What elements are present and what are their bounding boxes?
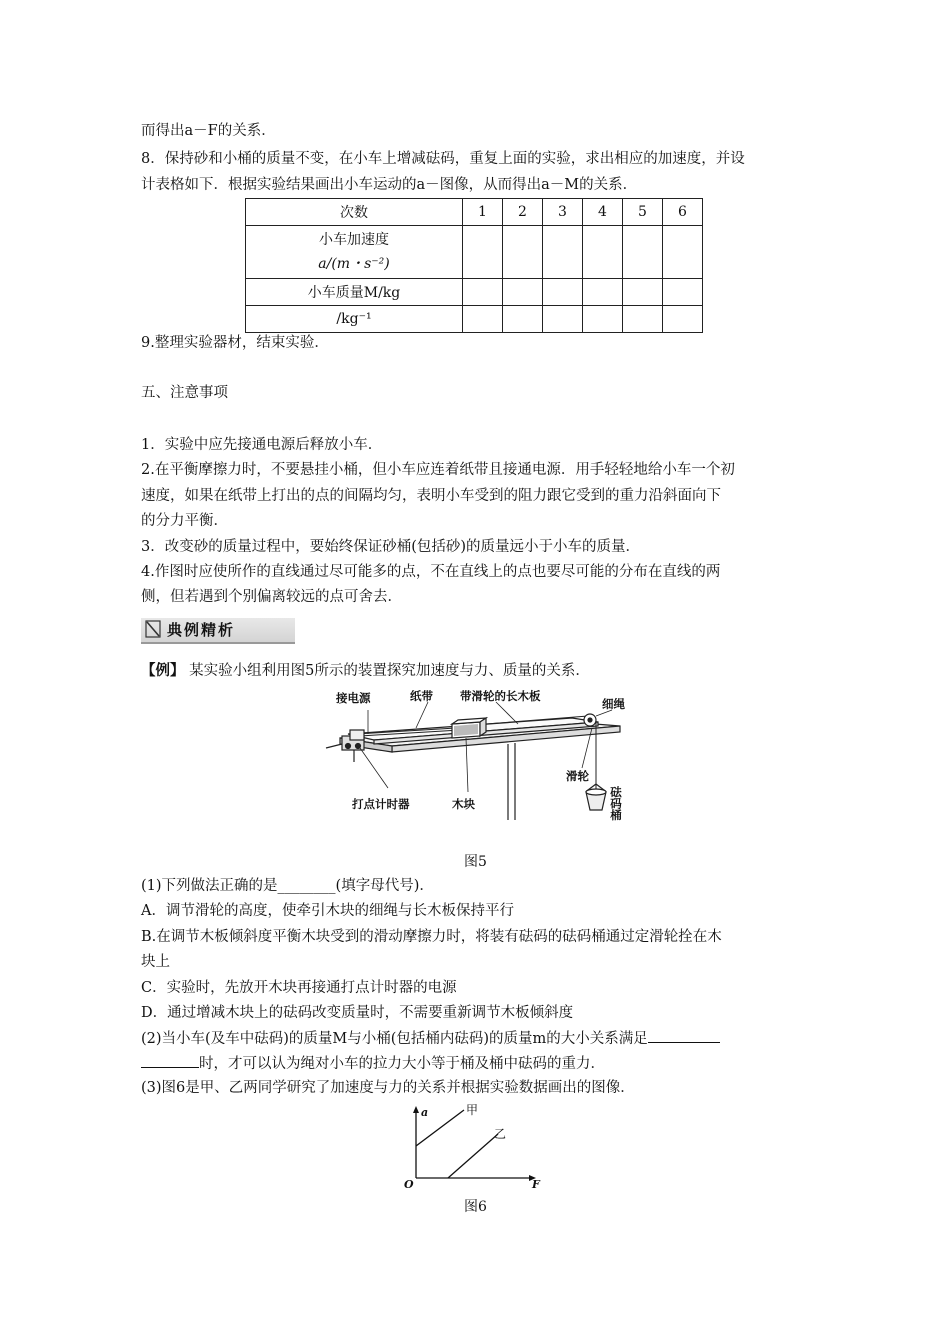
question-2 (141, 1028, 720, 1049)
line-yi (448, 1134, 498, 1178)
table-header-cell: 3 (543, 199, 583, 226)
example-intro (141, 661, 590, 681)
table-header-cell: 4 (583, 199, 623, 226)
table-cell (503, 226, 543, 279)
text-line: 侧，但若遇到个别偏离较远的点可舍去． (141, 589, 402, 605)
option-b-cont: 块上 (141, 954, 170, 970)
table-cell (463, 279, 503, 306)
section-banner (141, 618, 295, 644)
table-row-label (246, 226, 463, 279)
diagonal-slash-icon (145, 620, 161, 638)
table-cell (583, 279, 623, 306)
accel-label-1: 小车加速度 (319, 232, 389, 248)
label-tape: 纸带 (410, 689, 433, 703)
text-line: 4.作图时应使所作的直线通过尽可能多的点，不在直线上的点也要尽可能的分布在直线的两 (141, 564, 721, 580)
table-row (246, 199, 703, 226)
table-cell (543, 306, 583, 333)
table-cell (463, 226, 503, 279)
question-3: (3)图6是甲、乙两同学研究了加速度与力的关系并根据实验数据画出的图像． (141, 1080, 635, 1096)
figure-caption: 图6 (464, 1199, 487, 1215)
table-row (246, 279, 703, 306)
example-tag: 【例】 (141, 662, 185, 679)
table-cell (623, 226, 663, 279)
option-c: C．实验时，先放开木块再接通打点计时器的电源 (141, 980, 457, 996)
table-cell (663, 306, 703, 333)
table-row-label: 小车质量M/kg (246, 279, 463, 306)
option-a: A．调节滑轮的高度，使牵引木块的细绳与长木板保持平行 (141, 903, 514, 919)
data-table (245, 198, 703, 333)
text-line: 而得出a－F的关系． (141, 123, 276, 139)
label-jia: 甲 (466, 1103, 479, 1117)
table-row-label: /kg⁻¹ (246, 306, 463, 333)
question-2-text-cont: 时，才可以认为绳对小车的拉力大小等于桶及桶中砝码的重力． (199, 1056, 605, 1072)
text-line: 计表格如下．根据实验结果画出小车运动的a－图像，从而得出a－M的关系． (141, 177, 638, 193)
label-bucket: 砝码桶 (609, 786, 623, 821)
text-line: 9.整理实验器材，结束实验． (141, 335, 329, 351)
label-yi: 乙 (494, 1127, 507, 1141)
table-cell (503, 306, 543, 333)
table-header-cell: 次数 (246, 199, 463, 226)
text-line: 的分力平衡． (141, 513, 228, 529)
table-cell (663, 279, 703, 306)
accel-label-2: a/(m・s⁻²) (318, 256, 390, 272)
text-line: 3．改变砂的质量过程中，要始终保证砂桶(包括砂)的质量远小于小车的质量． (141, 539, 641, 555)
label-timer: 打点计时器 (352, 797, 410, 811)
table-cell (543, 226, 583, 279)
table-cell (463, 306, 503, 333)
figure-caption: 图5 (464, 854, 487, 870)
question-2-cont (141, 1053, 605, 1074)
label-board: 带滑轮的长木板 (460, 689, 541, 703)
answer-blank[interactable] (141, 1053, 199, 1068)
option-d: D．通过增减木块上的砝码改变质量时，不需要重新调节木板倾斜度 (141, 1005, 574, 1021)
table-header-cell: 5 (623, 199, 663, 226)
table-header-cell: 1 (463, 199, 503, 226)
section-heading: 五、注意事项 (141, 385, 228, 401)
table-cell (663, 226, 703, 279)
answer-blank[interactable] (648, 1028, 720, 1043)
option-b: B.在调节木板倾斜度平衡木块受到的滑动摩擦力时，将装有砝码的砝码桶通过定滑轮拴在木 (141, 929, 722, 945)
origin-label: O (404, 1178, 414, 1190)
text-line: 8．保持砂和小桶的质量不变，在小车上增减砝码，重复上面的实验，求出相应的加速度，并设 (141, 151, 745, 167)
table-cell (583, 226, 623, 279)
example-intro-text: 某实验小组利用图5所示的装置探究加速度与力、质量的关系． (189, 663, 590, 679)
label-power: 接电源 (336, 691, 371, 705)
label-rope: 细绳 (602, 697, 625, 711)
text-line: 速度，如果在纸带上打出的点的间隔均匀，表明小车受到的阻力跟它受到的重力沿斜面向下 (141, 488, 721, 504)
apparatus-diagram (320, 688, 640, 840)
table-row (246, 306, 703, 333)
table-row (246, 226, 703, 279)
a-f-graph (400, 1100, 550, 1190)
axis-x-label: F (532, 1178, 540, 1190)
question-1: (1)下列做法正确的是________(填字母代号)． (141, 878, 434, 894)
label-pulley: 滑轮 (566, 769, 589, 783)
table-cell (583, 306, 623, 333)
table-cell (543, 279, 583, 306)
section-title: 典例精析 (167, 621, 236, 639)
table-header-cell: 6 (663, 199, 703, 226)
question-2-text: (2)当小车(及车中砝码)的质量M与小桶(包括桶内砝码)的质量m的大小关系满足 (141, 1031, 648, 1047)
table-cell (503, 279, 543, 306)
axis-y-label: a (421, 1106, 429, 1119)
table-header-cell: 2 (503, 199, 543, 226)
text-line: 2.在平衡摩擦力时，不要悬挂小桶，但小车应连着纸带且接通电源．用手轻轻地给小车一个初 (141, 462, 735, 478)
table-cell (623, 279, 663, 306)
text-line: 1．实验中应先接通电源后释放小车． (141, 437, 383, 453)
label-block: 木块 (452, 797, 475, 811)
table-cell (623, 306, 663, 333)
